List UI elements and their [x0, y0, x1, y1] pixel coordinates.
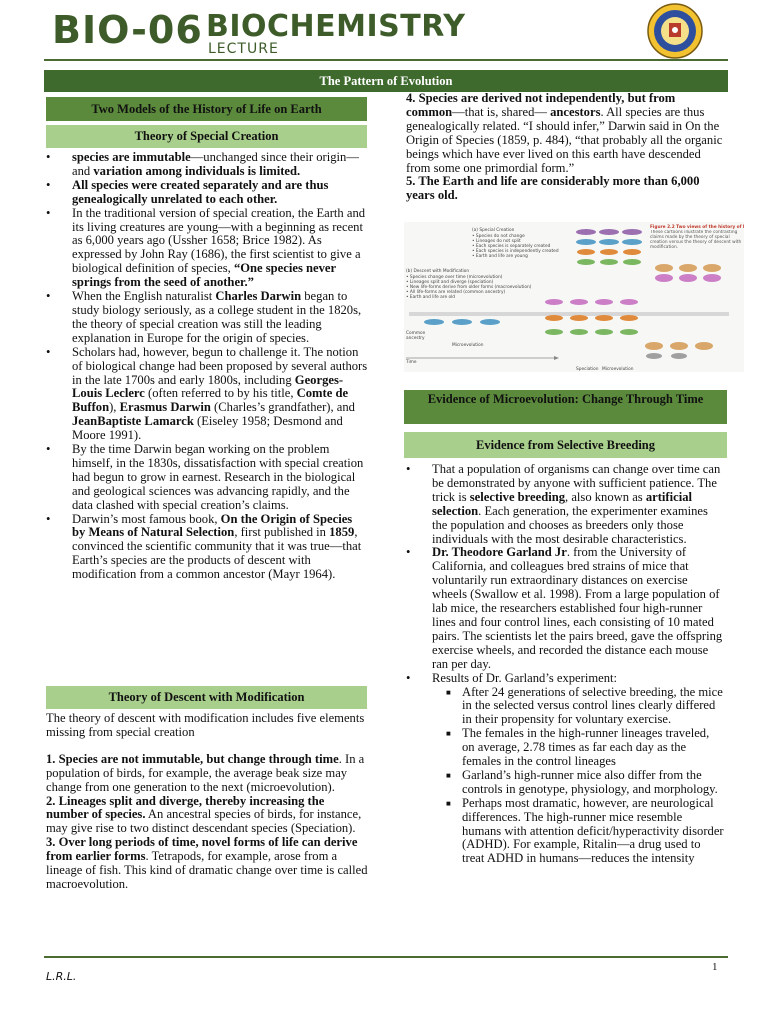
result-item: ■ The females in the high-runner lineages traveled, on average, 2.78 times as far each day as the females in the control lineages [442, 727, 724, 769]
fig-label-microevolution-2: Microevolution [602, 367, 634, 372]
descent-intro: The theory of descent with modification includes five elements missing from special creation [46, 711, 365, 739]
fig-b-organisms [406, 299, 729, 360]
fig-label-microevolution: Microevolution [452, 343, 484, 348]
fig-b-line: • Earth and life are old [406, 295, 456, 300]
fig-caption-bold: Figure 2.2 Two views of the history of life [650, 225, 744, 230]
fig-b-line: • New life-forms derive from older forms (macroevolution) [406, 285, 532, 290]
fig-label-speciation: Speciation [576, 367, 599, 372]
course-subtitle: LECTURE [208, 41, 279, 57]
fig-a-line: • Earth and life are young [472, 254, 528, 259]
fig-label-time: Time [406, 360, 417, 365]
result-item: ■ After 24 generations of selective breeding, the mice in the selected versus control lines clearly differed in their propensity for voluntary exercise. [442, 686, 724, 728]
fig-b-line: • Species change over time (microevolution) [406, 275, 503, 280]
fig-a-line: • Species do not change [472, 234, 525, 239]
descent-item-4: 4. Species are derived not independently, but from common—that is, shared— ancestors. All species are thus genealogically related. “I should infer,” Darwin said in On the Origin of Species (1859, p. 484), “that probably all the organic beings which have ever lived on this earth have descended from some one primordial form.” [406, 91, 723, 175]
list-item: • By the time Darwin began working on the problem himself, in the 1830s, dissatisfaction with special creation had begun to grow in earnest. Research in the biological and geological sciences was advancing rapidly, and the data clashed with special creation’s claims. [46, 443, 368, 513]
list-item: • species are immutable—unchanged since their origin—and variation among individuals is limited. [46, 151, 368, 179]
fig-a-title: (a) Special Creation [472, 228, 515, 233]
section-evidence-microevolution: Evidence of Microevolution: Change Through Time [404, 390, 727, 424]
course-code: BIO-06 [52, 8, 203, 52]
section-title-two-models: Two Models of the History of Life on Earth [46, 97, 367, 121]
subsection-special-creation: Theory of Special Creation [46, 125, 367, 148]
figure-illustration [404, 222, 744, 372]
fig-a-line: • Each species is separately created [472, 244, 551, 249]
fig-b-line: • All life-forms are related (common ancestry) [406, 290, 506, 295]
selective-breeding-list [406, 463, 724, 866]
result-item: ■ Garland’s high-runner mice also differ from the controls in genotype, physiology, and morphology. [442, 769, 724, 797]
page-number: 1 [712, 961, 718, 973]
list-item: • Scholars had, however, begun to challenge it. The notion of biological change had been proposed by several authors in the late 1700s and early 1800s, including Georges-Louis Leclerc (often referred to by his title, Comte de Buffon), Erasmus Darwin (Charles’s grandfather), and JeanBaptiste Lamarck (Eiseley 1958; Desmond and Moore 1991). [46, 346, 368, 443]
fig-b-title: (b) Descent with Modification [406, 269, 470, 274]
descent-text [46, 712, 368, 892]
figure-two-views-of-history [404, 222, 744, 372]
descent-item-1: 1. Species are not immutable, but change through time. In a population of birds, for example, the average beak size may change from one generation to the next (microevolution). [46, 751, 365, 794]
author-initials: L.R.L. [46, 970, 77, 983]
fig-caption: These cartoons illustrate the contrasting claims made by the theory of special creation versus the theory of descent with modification. [650, 230, 742, 250]
fig-a-line: • Each species is independently created [472, 249, 559, 254]
list-item: • Darwin’s most famous book, On the Origin of Species by Means of Natural Selection, first published in 1859, convinced the scientific community that it was true—that Earth’s species are the products of descent with modification from a common ancestor (Mayr 1964). [46, 513, 368, 583]
header-rule [44, 59, 728, 61]
footer-rule [44, 956, 728, 958]
right-column-top-text [406, 92, 724, 203]
descent-item-3: 3. Over long periods of time, novel forms of life can derive from earlier forms. Tetrapods, for example, arose from a lineage of fish. This kind of dramatic change over time is called macroevolution. [46, 835, 368, 891]
fig-label-ancestry: ancestry [406, 336, 425, 341]
list-item: • In the traditional version of special creation, the Earth and its living creatures are young—with a beginning as recent as 6,000 years ago (Ussher 1658; Brice 1982). As expressed by John Ray (1686), the first scientist to give a biological definition of species, “One species never springs from the seed of another.” [46, 207, 368, 290]
list-item: • Results of Dr. Garland’s experiment: ■ After 24 generations of selective breeding, the mice in the selected versus control lines clearly differed in their propensity for voluntary exercise. ■ The females in the high-runner lineages traveled, on average, 2.78 times as far each day as the females in the control lineages ■ Garland’s high-runner mice also differ from the controls in genotype, physiology, and morphology. ■ Perhaps most dramatic, however, are neurological differences. The high-runner mice resemble humans with attention deficit/hyperactivity disorder (ADHD). For example, Ritalin—a drug used to treat ADHD in humans—reduces the intensity [406, 672, 724, 867]
result-item: ■ Perhaps most dramatic, however, are neurological differences. The high-runner mice resemble humans with attention deficit/hyperactivity disorder (ADHD). For example, Ritalin—a drug used to treat ADHD in humans—reduces the intensity [442, 797, 724, 867]
descent-item-5: 5. The Earth and life are considerably more than 6,000 years old. [406, 174, 700, 203]
left-column-text [46, 151, 368, 582]
subsection-descent-with-modification: Theory of Descent with Modification [46, 686, 367, 709]
descent-item-2: 2. Lineages split and diverge, thereby increasing the number of species. An ancestral species of birds, for instance, may give rise to two distinct descendant species (Speciation). [46, 793, 362, 836]
page-banner: The Pattern of Evolution [44, 70, 728, 92]
university-seal-logo [640, 2, 710, 60]
list-item: • Dr. Theodore Garland Jr. from the University of California, and colleagues bred strains of mice that voluntarily run extraordinary distances on exercise wheels (Swallow et al. 1998). From a large population of lab mice, the researchers established four high-runner lines and four control lines, each consisting of 10 mated pairs. The scientists let the pairs breed, gave the offspring exercise wheels, and recorded the distance each mouse ran per day. [406, 546, 724, 671]
fig-label-common: Common [406, 331, 426, 336]
list-item: • That a population of organisms can change over time can be demonstrated by anyone with sufficient patience. The trick is selective breeding, also known as artificial selection. Each generation, the experimenter examines the population and chooses as breeders only those individuals with the most desirable characteristics. [406, 463, 724, 546]
course-title: BIOCHEMISTRY [206, 9, 466, 44]
special-creation-list [46, 151, 368, 582]
list-item: • All species were created separately and are thus genealogically unrelated to each other. [46, 179, 368, 207]
right-column-text [406, 463, 724, 866]
fig-a-line: • Lineages do not split [472, 239, 521, 244]
list-item: • When the English naturalist Charles Darwin began to study biology seriously, as a college student in the 1820s, the theory of special creation was still the leading explanation in Europe for the origin of species. [46, 290, 368, 346]
fig-b-line: • Lineages split and diverge (speciation) [406, 280, 494, 285]
subsection-selective-breeding: Evidence from Selective Breeding [404, 432, 727, 458]
results-list [432, 686, 724, 867]
